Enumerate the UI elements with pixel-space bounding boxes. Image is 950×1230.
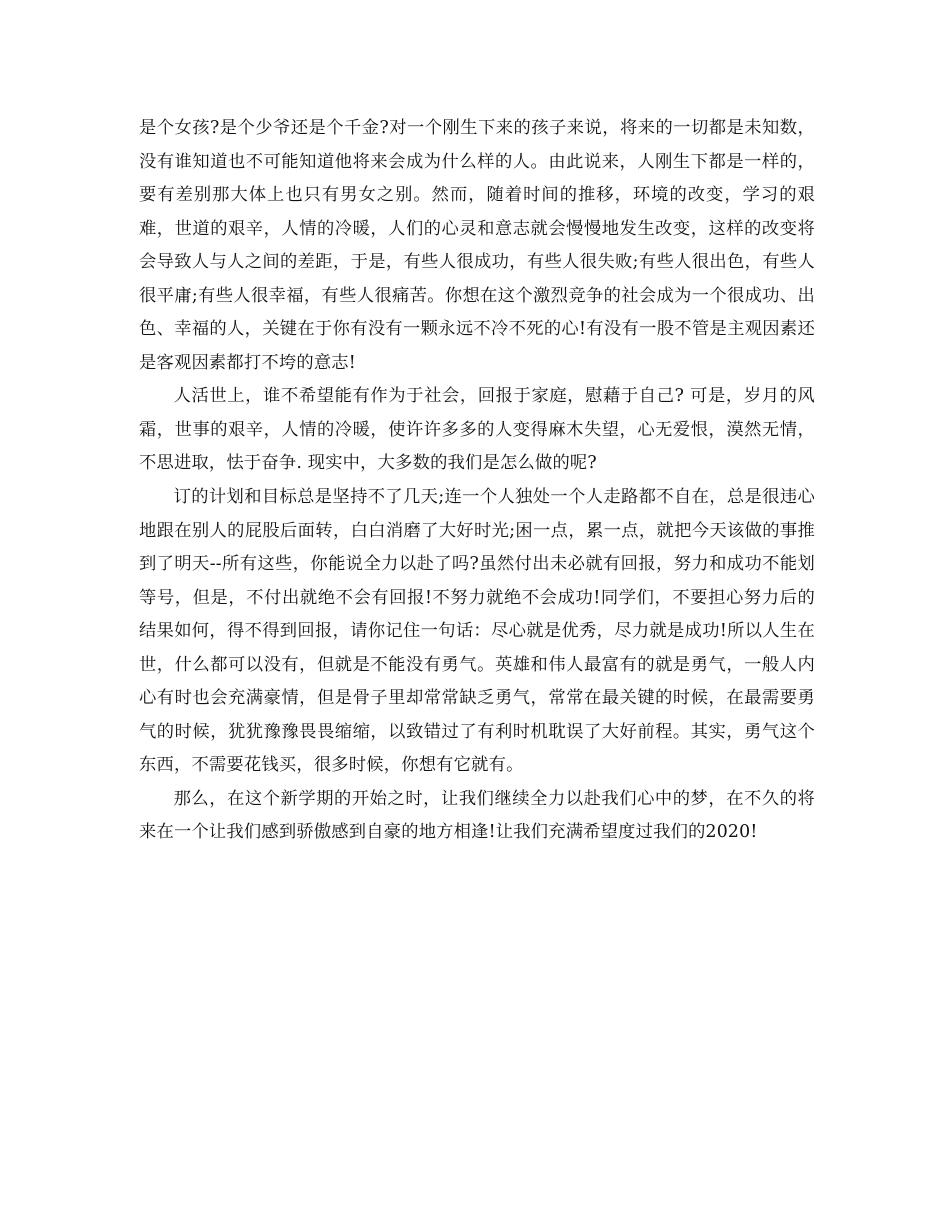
- paragraph-3: 订的计划和目标总是坚持不了几天;连一个人独处一个人走路都不自在，总是很违心地跟在别人的屁股后面转，白白消磨了大好时光;困一点，累一点，就把今天该做的事推到了明天--所有这些，你能说全力以赴了吗?虽然付出未必就有回报，努力和成功不能划等号，但是，不付出就绝不会有回报!不努力就绝不会成功!同学们，不要担心努力后的结果如何，得不得到回报，请你记住一句话：尽心就是优秀，尽力就是成功!所以人生在世，什么都可以没有，但就是不能没有勇气。英雄和伟人最富有的就是勇气，一般人内心有时也会充满豪情，但是骨子里却常常缺乏勇气，常常在最关键的时候，在最需要勇气的时候，犹犹豫豫畏畏缩缩，以致错过了有利时机耽误了大好前程。其实，勇气这个东西，不需要花钱买，很多时候，你想有它就有。: [139, 487, 815, 776]
- paragraph-1: 是个女孩?是个少爷还是个千金?对一个刚生下来的孩子来说，将来的一切都是未知数，没有谁知道也不可能知道他将来会成为什么样的人。由此说来，人刚生下都是一样的，要有差别那大体上也只有男女之别。然而，随着时间的推移，环境的改变，学习的艰难，世道的艰辛，人情的冷暖，人们的心灵和意志就会慢慢地发生改变，这样的改变将会导致人与人之间的差距，于是，有些人很成功，有些人很失败;有些人很出色，有些人很平庸;有些人很幸福，有些人很痛苦。你想在这个激烈竞争的社会成为一个很成功、出色、幸福的人，关键在于你有没有一颗永远不冷不死的心!有没有一股不管是主观因素还是客观因素都打不垮的意志!: [139, 118, 815, 373]
- document-body: [139, 112, 815, 850]
- paragraph-4: 那么，在这个新学期的开始之时，让我们继续全力以赴我们心中的梦，在不久的将来在一个让我们感到骄傲感到自豪的地方相逢!让我们充满希望度过我们的2020!: [139, 788, 815, 843]
- paragraph-2: 人活世上，谁不希望能有作为于社会，回报于家庭，慰藉于自己? 可是，岁月的风霜，世事的艰辛，人情的冷暖，使许许多多的人变得麻木失望，心无爱恨，漠然无情，不思进取，怯于奋争. 现实中，大多数的我们是怎么做的呢?: [139, 386, 815, 474]
